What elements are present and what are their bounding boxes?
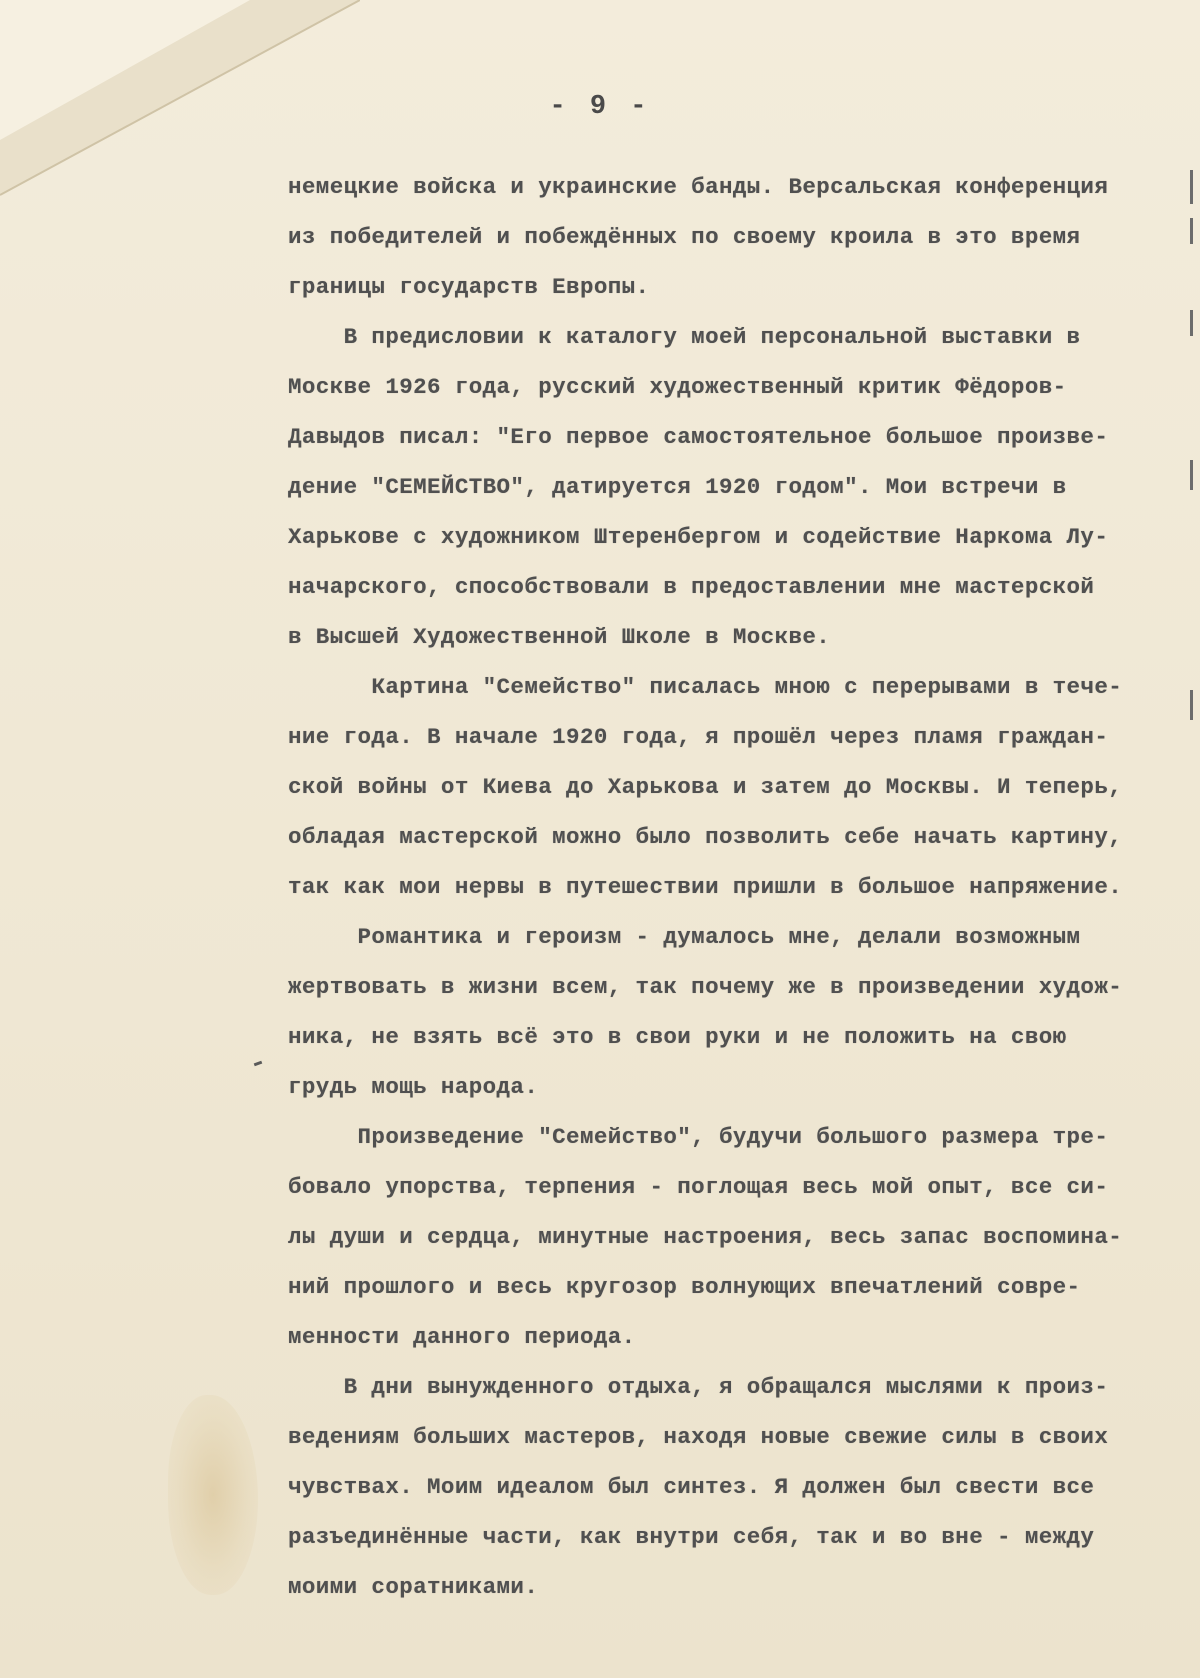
- text-line: ской войны от Киева до Харькова и затем до Москвы. И теперь,: [288, 774, 1123, 800]
- page-number: - 9 -: [549, 92, 651, 122]
- paper-stain: [168, 1395, 258, 1595]
- text-line: дение "СЕМЕЙСТВО", датируется 1920 годом". Мои встречи в: [288, 474, 1067, 500]
- text-line: грудь мощь народа.: [288, 1074, 539, 1100]
- text-line: границы государств Европы.: [288, 274, 650, 300]
- text-line: ние года. В начале 1920 года, я прошёл через пламя граждан-: [288, 724, 1109, 750]
- text-line: жертвовать в жизни всем, так почему же в произведении худож-: [288, 974, 1123, 1000]
- text-line: обладая мастерской можно было позволить себе начать картину,: [288, 824, 1123, 850]
- text-line: В дни вынужденного отдыха, я обращался мыслями к произ-: [288, 1374, 1109, 1400]
- text-line: из победителей и побеждённых по своему кроила в это время: [288, 224, 1081, 250]
- text-line: ника, не взять всё это в свои руки и не положить на свою: [288, 1024, 1067, 1050]
- text-line: ведениям больших мастеров, находя новые свежие силы в своих: [288, 1424, 1109, 1450]
- text-line: лы души и сердца, минутные настроения, весь запас воспомина-: [288, 1224, 1123, 1250]
- text-line: менности данного периода.: [288, 1324, 636, 1350]
- right-edge-marks: [1190, 170, 1194, 720]
- text-line: моими соратниками.: [288, 1574, 539, 1600]
- text-line: Давыдов писал: "Его первое самостоятельное большое произве-: [288, 424, 1109, 450]
- text-line: так как мои нервы в путешествии пришли в большое напряжение.: [288, 874, 1123, 900]
- text-line: начарского, способствовали в предоставлении мне мастерской: [288, 574, 1095, 600]
- text-line: Романтика и героизм - думалось мне, делали возможным: [288, 924, 1081, 950]
- text-line: бовало упорства, терпения - поглощая весь мой опыт, все си-: [288, 1174, 1109, 1200]
- text-line: в Высшей Художественной Школе в Москве.: [288, 624, 831, 650]
- text-line: Харькове с художником Штеренбергом и содействие Наркома Лу-: [288, 524, 1109, 550]
- text-line: Москве 1926 года, русский художественный критик Фёдоров-: [288, 374, 1067, 400]
- text-line: разъединённые части, как внутри себя, так и во вне - между: [288, 1524, 1095, 1550]
- text-line: Картина "Семейство" писалась мною с перерывами в тече-: [288, 674, 1123, 700]
- text-line: чувствах. Моим идеалом был синтез. Я должен был свести все: [288, 1474, 1095, 1500]
- margin-mark: [254, 1061, 263, 1067]
- text-line: Произведение "Семейство", будучи большого размера тре-: [288, 1124, 1109, 1150]
- text-line: В предисловии к каталогу моей персональной выставки в: [288, 324, 1081, 350]
- text-line: немецкие войска и украинские банды. Версальская конференция: [288, 174, 1109, 200]
- text-line: ний прошлого и весь кругозор волнующих впечатлений совре-: [288, 1274, 1081, 1300]
- body-text: [288, 162, 1188, 1612]
